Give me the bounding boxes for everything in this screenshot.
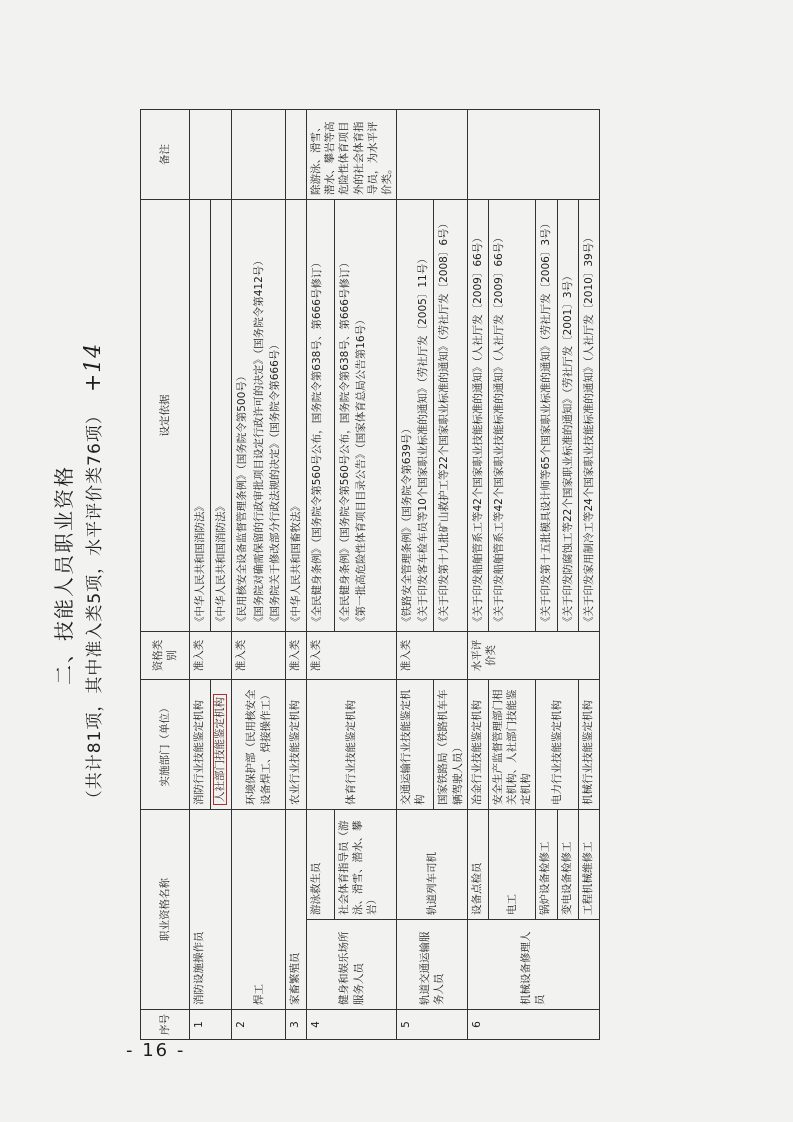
- basis: [397, 200, 434, 632]
- basis-item: 《关于印发家用制冷工等24个国家职业技能标准的通知》（人社厅发〔2010〕39号）: [582, 232, 595, 627]
- basis-item: 《全民健身条例》（国务院令第560号公布，国务院令第638号、第666号修订）: [338, 257, 351, 627]
- remark: 除游泳、滑雪、潜水、攀岩等高危险性体育项目外的社会体育指导员，为水平评价类。: [307, 110, 397, 200]
- sub-qualification: 设备点检员: [467, 810, 488, 920]
- page-number: - 16 -: [126, 1040, 186, 1061]
- qualification-name: 消防设施操作员: [190, 810, 232, 1010]
- dept: 农业行业技能鉴定机构: [285, 680, 306, 810]
- qualification-name: 机械设备修理人员: [467, 920, 599, 1010]
- table-row: [536, 110, 557, 1040]
- basis-item: 《第一批高危险性体育项目目录公告》（国家体育总局公告第16号）: [354, 314, 367, 627]
- remark: [190, 110, 232, 200]
- basis: [334, 200, 396, 632]
- table-row: [467, 110, 488, 1040]
- basis: [307, 200, 335, 632]
- header-no: 序号: [141, 1010, 190, 1040]
- row-number: 4: [307, 1010, 397, 1040]
- basis-item: 《国务院关于修改部分行政法规的决定》（国务院令第666号）: [268, 339, 281, 627]
- sub-qualification: 电工: [488, 810, 536, 920]
- basis: [467, 200, 488, 632]
- qualification-table: [140, 109, 600, 1040]
- basis-item: 《关于印发船舶管系工等42个国家职业技能标准的通知》（人社厅发〔2009〕66号）: [492, 232, 505, 627]
- basis-item: 《国务院对确需保留的行政审批项目设定行政许可的决定》（国务院令第412号）: [252, 255, 265, 627]
- basis-item: 《关于印发船舶管系工等42个国家职业技能标准的通知》（人社厅发〔2009〕66号）: [471, 232, 484, 627]
- header-name: 职业资格名称: [141, 810, 190, 1010]
- dept: 冶金行业技能鉴定机构: [467, 680, 488, 810]
- row-number: 1: [190, 1010, 232, 1040]
- dept: 电力行业技能鉴定机构: [536, 680, 578, 810]
- header-category: 资格类别: [141, 632, 190, 680]
- basis-item: 《铁路安全管理条例》（国务院令第639号）: [401, 423, 414, 627]
- table-row: [285, 110, 306, 1040]
- row-number: 2: [232, 1010, 286, 1040]
- page-subtitle: （共计81项，其中准入类5项，水平评价类76项）+14: [81, 342, 106, 808]
- qualification-name: 家畜繁殖员: [285, 810, 306, 1010]
- category: 准入类: [232, 632, 286, 680]
- table-row: [307, 110, 335, 1040]
- basis: [232, 200, 286, 632]
- dept: 机械行业技能鉴定机构: [578, 680, 599, 810]
- qualification-name: 轨道交通运输服务人员: [397, 920, 468, 1010]
- row-number: 5: [397, 1010, 468, 1040]
- sub-qualification: 变电设备检修工: [557, 810, 578, 920]
- basis: [536, 200, 557, 632]
- basis-item: 《关于印发第十九批矿山救护工等22个国家职业标准的通知》（劳社厅发〔2008〕6号）: [438, 217, 451, 627]
- sub-qualification: 锅炉设备检修工: [536, 810, 557, 920]
- dept: 国家铁路局（铁路机车车辆驾驶人员）: [434, 680, 467, 810]
- basis-item: 《关于印发客车检车员等10个国家职业标准的通知》（劳社厅发〔2005〕11号）: [417, 253, 430, 627]
- basis-item: 《民用核安全设备监督管理条例》（国务院令第500号）: [236, 370, 249, 627]
- remark: [397, 110, 468, 200]
- basis-item: 《中华人民共和国消防法》: [194, 501, 206, 627]
- header-dept: 实施部门（单位）: [141, 680, 190, 810]
- dept: 交通运输行业技能鉴定机构: [397, 680, 434, 810]
- rotated-content: [52, 110, 700, 1040]
- remark: [285, 110, 306, 200]
- basis: [285, 200, 306, 632]
- sub-qualification: 工程机械维修工: [578, 810, 599, 920]
- sub-qualification: 社会体育指导员（游泳、滑雪、潜水、攀岩）: [334, 810, 396, 920]
- dept: 体育行业技能鉴定机构: [307, 680, 397, 810]
- remark: [467, 110, 599, 200]
- sub-qualification: 轨道列车司机: [397, 810, 468, 920]
- row-number: 3: [285, 1010, 306, 1040]
- basis: [434, 200, 467, 632]
- handwritten-note: +14: [81, 342, 106, 393]
- basis-item: 《全民健身条例》（国务院令第560号公布，国务院令第638号、第666号修订）: [311, 257, 324, 627]
- qualification-name: 焊工: [232, 810, 286, 1010]
- basis-item: 《中华人民共和国畜牧法》: [289, 501, 302, 627]
- table-row: [190, 110, 211, 1040]
- category: 准入类: [307, 632, 397, 680]
- header-remark: 备注: [141, 110, 190, 200]
- table-row: [397, 110, 434, 1040]
- basis: [488, 200, 536, 632]
- category: 准入类: [285, 632, 306, 680]
- basis: [190, 200, 211, 632]
- qualification-name: 健身和娱乐场所服务人员: [307, 920, 397, 1010]
- dept: 环境保护部（民用核安全设备焊工、焊接操作工）: [232, 680, 286, 810]
- dept-boxed: 人社部门技能鉴定机构: [213, 694, 227, 805]
- basis-item: 《关于印发防腐蚀工等22个国家职业标准的通知》（劳社厅发〔2001〕3号）: [561, 270, 574, 627]
- header-basis: 设定依据: [141, 200, 190, 632]
- basis: [211, 200, 232, 632]
- table-row: [557, 110, 578, 1040]
- table-row: [232, 110, 286, 1040]
- dept: [211, 680, 232, 810]
- basis: [578, 200, 599, 632]
- basis-item: 《中华人民共和国消防法》: [215, 501, 228, 627]
- table-header-row: [141, 110, 190, 1040]
- category: 准入类: [397, 632, 468, 680]
- table-row: [488, 110, 536, 1040]
- basis: [557, 200, 578, 632]
- page-title: 二、技能人员职业资格: [52, 465, 76, 685]
- dept: 安全生产监督管理部门相关机构、人社部门技能鉴定机构: [488, 680, 536, 810]
- table-row: [334, 110, 396, 1040]
- sub-qualification: 游泳救生员: [307, 810, 335, 920]
- remark: [232, 110, 286, 200]
- row-number: 6: [467, 1010, 599, 1040]
- basis-item: 《关于印发第十五批模具设计师等65个国家职业标准的通知》（劳社厅发〔2006〕3号）: [540, 217, 553, 627]
- category: 准入类: [190, 632, 232, 680]
- table-row: [578, 110, 599, 1040]
- category: 水平评价类: [467, 632, 599, 680]
- dept: 消防行业技能鉴定机构: [190, 680, 211, 810]
